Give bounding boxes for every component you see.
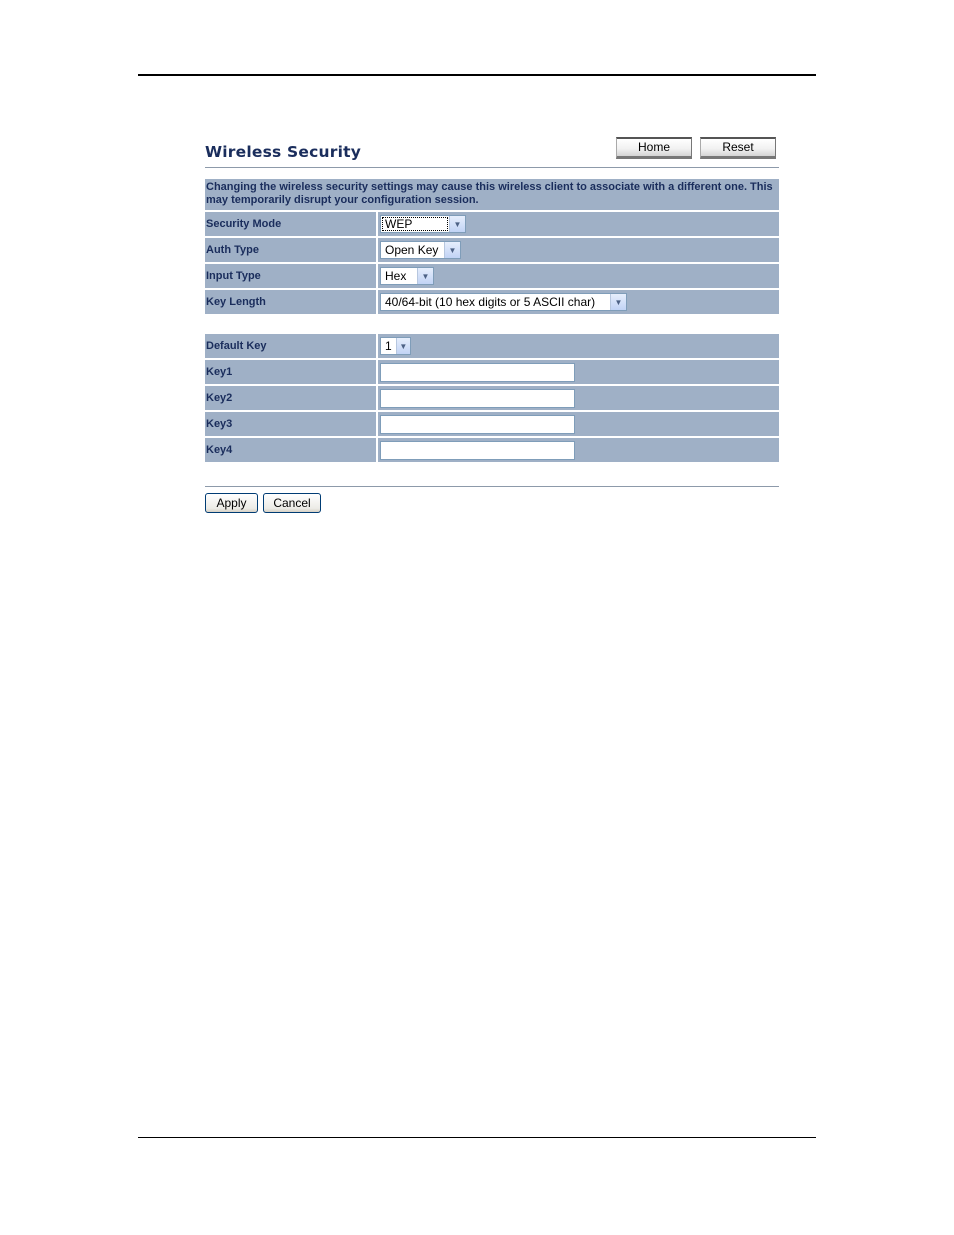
apply-button[interactable]: Apply — [205, 493, 258, 513]
input-type-select[interactable] — [380, 267, 434, 285]
key4-input[interactable] — [380, 441, 575, 460]
key-length-value: 40/64-bit (10 hex digits or 5 ASCII char) — [385, 295, 596, 309]
panel-header — [205, 134, 779, 168]
reset-button[interactable]: Reset — [700, 137, 776, 159]
key2-input[interactable] — [380, 389, 575, 408]
security-mode-row — [205, 212, 779, 238]
page-top-rule — [138, 74, 816, 76]
footer-divider — [205, 486, 779, 487]
security-mode-label: Security Mode — [205, 212, 376, 236]
cancel-button[interactable]: Cancel — [263, 493, 321, 513]
input-type-label: Input Type — [205, 264, 376, 288]
default-key-value: 1 — [385, 339, 392, 353]
auth-type-select[interactable] — [380, 241, 461, 259]
form-actions — [205, 493, 779, 513]
default-key-select[interactable] — [380, 337, 411, 355]
wireless-security-panel — [205, 134, 779, 513]
key-length-label: Key Length — [205, 290, 376, 314]
input-type-row — [205, 264, 779, 290]
security-warning-notice: Changing the wireless security settings may cause this wireless client to associate with a different one. This may temporarily disrupt your configuration session. — [205, 179, 779, 212]
default-key-row — [205, 334, 779, 360]
auth-type-label: Auth Type — [205, 238, 376, 262]
chevron-down-icon: ▼ — [417, 268, 433, 284]
input-type-value: Hex — [385, 269, 407, 283]
home-button[interactable]: Home — [616, 137, 692, 159]
key3-row — [205, 412, 779, 438]
key2-label: Key2 — [205, 386, 376, 410]
page-title: Wireless Security — [205, 143, 362, 161]
key4-row — [205, 438, 779, 464]
chevron-down-icon: ▼ — [449, 216, 465, 232]
chevron-down-icon: ▼ — [610, 294, 626, 310]
page-bottom-rule — [138, 1137, 816, 1138]
auth-type-value: Open Key — [385, 243, 439, 257]
header-divider — [205, 167, 779, 168]
security-mode-value: WEP — [381, 216, 449, 232]
key1-input[interactable] — [380, 363, 575, 382]
security-mode-select[interactable] — [380, 215, 466, 233]
key3-label: Key3 — [205, 412, 376, 436]
key2-row — [205, 386, 779, 412]
key-length-row — [205, 290, 779, 316]
key1-label: Key1 — [205, 360, 376, 384]
key4-label: Key4 — [205, 438, 376, 462]
key3-input[interactable] — [380, 415, 575, 434]
auth-type-row — [205, 238, 779, 264]
key1-row — [205, 360, 779, 386]
chevron-down-icon: ▼ — [396, 338, 410, 354]
key-length-select[interactable] — [380, 293, 627, 311]
default-key-label: Default Key — [205, 334, 376, 358]
chevron-down-icon: ▼ — [444, 242, 460, 258]
section-spacer — [205, 316, 779, 334]
